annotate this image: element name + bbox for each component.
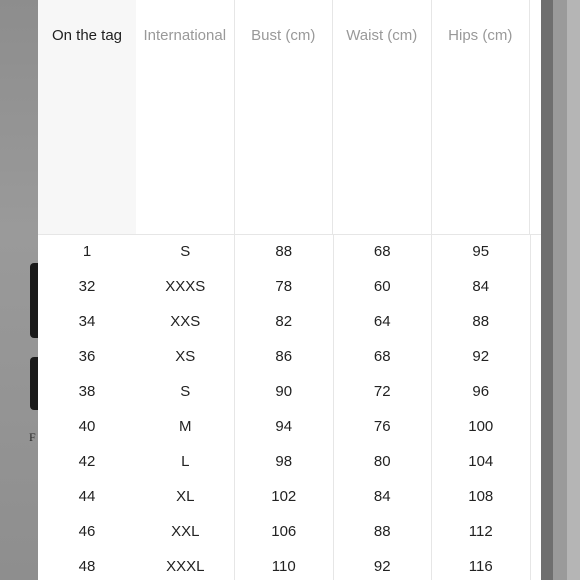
header-hips: Hips (cm) xyxy=(432,0,531,234)
background-scroll-edge xyxy=(541,0,580,580)
header-international: International xyxy=(136,0,235,234)
cell-international: S xyxy=(180,383,191,400)
table-row xyxy=(38,374,541,409)
size-chart-header-row xyxy=(38,0,541,234)
header-bust: Bust (cm) xyxy=(235,0,334,234)
cell-hips: 95 xyxy=(472,243,490,260)
cell-tag: 38 xyxy=(78,383,96,400)
cell-bust: 98 xyxy=(275,453,293,470)
cell-bust: 110 xyxy=(271,558,296,575)
cell-tag: 42 xyxy=(78,453,96,470)
cell-tag: 46 xyxy=(78,523,96,540)
cell-tag: 36 xyxy=(78,348,96,365)
cell-international: L xyxy=(181,453,190,470)
cell-tag: 40 xyxy=(78,418,96,435)
cell-hips: 88 xyxy=(472,313,490,330)
cell-bust: 94 xyxy=(275,418,293,435)
table-row xyxy=(38,234,541,269)
cell-international: XXXL xyxy=(166,558,205,575)
cell-hips: 104 xyxy=(468,453,494,470)
header-waist: Waist (cm) xyxy=(333,0,432,234)
cell-waist: 84 xyxy=(373,488,391,505)
cell-hips: 96 xyxy=(472,383,490,400)
cell-tag: 32 xyxy=(78,278,96,295)
cell-bust: 86 xyxy=(275,348,293,365)
cell-hips: 112 xyxy=(468,523,493,540)
cell-international: M xyxy=(179,418,192,435)
cell-international: S xyxy=(180,243,191,260)
cell-waist: 92 xyxy=(373,558,391,575)
cell-bust: 78 xyxy=(275,278,293,295)
cell-tag: 34 xyxy=(78,313,96,330)
cell-waist: 72 xyxy=(373,383,391,400)
cell-international: XXL xyxy=(171,523,200,540)
table-row xyxy=(38,549,541,580)
cell-waist: 88 xyxy=(373,523,391,540)
cell-waist: 64 xyxy=(373,313,391,330)
cell-waist: 68 xyxy=(373,348,391,365)
cell-hips: 84 xyxy=(472,278,490,295)
cell-waist: 68 xyxy=(373,243,391,260)
cell-bust: 88 xyxy=(275,243,293,260)
cell-bust: 106 xyxy=(271,523,297,540)
cell-waist: 76 xyxy=(373,418,391,435)
table-row xyxy=(38,339,541,374)
table-row xyxy=(38,479,541,514)
cell-waist: 80 xyxy=(373,453,391,470)
cell-bust: 90 xyxy=(275,383,293,400)
table-row xyxy=(38,269,541,304)
cell-tag: 48 xyxy=(78,558,96,575)
background-text: F xyxy=(29,430,36,444)
cell-tag: 44 xyxy=(78,488,96,505)
cell-hips: 100 xyxy=(468,418,494,435)
cell-hips: 116 xyxy=(468,558,493,575)
cell-waist: 60 xyxy=(373,278,391,295)
cell-international: XXXS xyxy=(165,278,206,295)
table-row xyxy=(38,409,541,444)
cell-bust: 82 xyxy=(275,313,293,330)
cell-international: XS xyxy=(175,348,196,365)
cell-hips: 92 xyxy=(472,348,490,365)
header-on-the-tag: On the tag xyxy=(38,0,136,234)
table-row xyxy=(38,514,541,549)
table-row xyxy=(38,444,541,479)
table-row xyxy=(38,304,541,339)
cell-international: XL xyxy=(176,488,195,505)
cell-tag: 1 xyxy=(82,243,92,260)
cell-bust: 102 xyxy=(271,488,297,505)
cell-hips: 108 xyxy=(468,488,494,505)
size-chart-modal xyxy=(38,0,541,580)
cell-international: XXS xyxy=(170,313,201,330)
